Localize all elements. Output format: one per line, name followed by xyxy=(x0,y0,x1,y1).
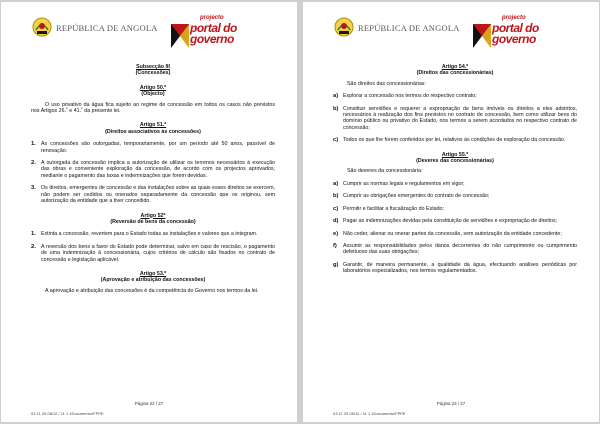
flag-icon xyxy=(473,24,491,48)
list-item: f) Assumir as responsabilidades pelos danos decorrentes do não cumprimento ou cumprimento defeituoso das suas obrigações; xyxy=(333,242,577,256)
article-51-title: Artigo 51.º xyxy=(139,122,167,129)
article-53-title: Artigo 53.º xyxy=(139,270,167,277)
article-51-subtitle: (Direitos associativos às concessões) xyxy=(105,128,201,135)
article-54-title: Artigo 54.º xyxy=(441,64,469,70)
document-page-left xyxy=(1,2,297,422)
list-item: b) Constituir servidões e requerer a expropriação de bens imóveis ou direitos a eles adstritos, necessários à realização dos fins previstos no contrato de concessão, bem como utilizar bens do domínio público ou privativo do Estado, nos termos a serem acordados no respectivo contrato de concessão; xyxy=(333,105,577,131)
page-number: Página 22 / 27 xyxy=(134,401,164,406)
list-item: c) Permitir e facilitar a fiscalização do Estado; xyxy=(333,205,444,212)
list-item: b) Cumprir as obrigações emergentes do contrato de concessão; xyxy=(333,193,490,200)
subsection-title: Subsecção III xyxy=(136,64,170,70)
article-52-title: Artigo 52º xyxy=(140,212,166,219)
article-54-subtitle: (Direitos das concessionárias) xyxy=(416,70,494,77)
flag-icon xyxy=(171,24,189,48)
logo-text-line1: portal do xyxy=(492,21,539,35)
angola-emblem-icon xyxy=(31,16,53,38)
republic-title: REPÚBLICA DE ANGOLA xyxy=(358,23,460,33)
page-header xyxy=(31,16,275,50)
page-number: Página 23 / 27 xyxy=(436,401,466,406)
page-content xyxy=(31,64,275,294)
list-item: 2. A reversão dos bens a favor do Estado pode determinar, salvo em caso de rescisão, o pagamento de uma indemnização à concessionária, cujos critérios de cálculo são fixados no contrato de concessão e legislação aplicável. xyxy=(31,243,275,263)
article-50-subtitle: (Objecto) xyxy=(141,91,165,98)
list-item: 1. Extinta a concessão, revertem para o Estado todas as instalações e valores que a integram. xyxy=(31,231,258,238)
article-55-subtitle: (Deveres das concessionárias) xyxy=(416,158,494,165)
document-page-right xyxy=(303,2,599,422)
logo-text-small: projecto xyxy=(502,15,526,21)
logo-text-line2: governo xyxy=(190,32,234,46)
logo-text-small: projecto xyxy=(200,15,224,21)
logo-text-line2: governo xyxy=(492,32,536,46)
article-52-subtitle: (Reversão de bens da concessão) xyxy=(110,218,196,225)
page-header xyxy=(333,16,577,50)
angola-emblem-icon xyxy=(333,16,355,38)
article-53-subtitle: (Aprovação e atribuição das concessões) xyxy=(100,277,206,284)
list-item: e) Não ceder, alienar ou onerar partes da concessão, sem autorização da entidade concedente; xyxy=(333,230,562,237)
list-item: 3. Os direitos, emergentes de concessão e das instalações sobre as quais esses direitos se exercem, não podem ser cedidos ou onerados separadamente da concessão que os originou, sem autorização da entidade que a tiver concedido. xyxy=(31,185,275,205)
page-content xyxy=(333,64,577,275)
list-item: d) Pagar as indemnizações devidas pela constituição de servidões e expropriação de direitos; xyxy=(333,218,558,225)
list-item: c) Todos os que lhe forem conferidos por lei, relativos às condições de exploração da concessão. xyxy=(333,137,566,144)
article-54-intro: São direitos das concessionárias: xyxy=(347,80,426,87)
logo-text-line1: portal do xyxy=(190,21,237,35)
article-50-text: O uso privativo da água fica sujeito ao regime de concessão em todos os casos não previstos nos Artigos 26.˚ e 41.˚ da presente lei. xyxy=(31,101,275,115)
subsection-subtitle: (Concessões) xyxy=(135,70,171,77)
article-55-title: Artigo 55.º xyxy=(441,151,469,158)
document-path: 03 11 20 08/12 / 11 1 1Documento\FPPE xyxy=(333,411,406,416)
list-item: a) Explorar a concessão nos termos do respectivo contrato; xyxy=(333,93,477,100)
document-path: 03 11 20 08/12 / 11 1 1Documento\FPPE xyxy=(31,411,104,416)
portal-do-governo-logo xyxy=(171,16,249,50)
list-item: 2. A outorgada da concessão implica a autorização de utilizar os terrenos necessários à execução das obras e conveniente exploração da concessão, de acordo com os projectos aprovados, mediante o pagamento das taxas e indemnizações que forem devidas. xyxy=(31,160,275,179)
list-item: a) Cumprir as normas legais e regulamentos em vigor; xyxy=(333,180,465,187)
list-item: 1. As concessões são outorgadas, temporariamente, por um período até 50 anos, passível de renovação. xyxy=(31,141,275,154)
article-53-text: A aprovação e atribuição das concessões é da competência do Governo nos termos da lei. xyxy=(45,287,259,294)
article-55-intro: São deveres da concessionária: xyxy=(347,168,423,175)
portal-do-governo-logo xyxy=(473,16,551,50)
article-50-title: Artigo 50.º xyxy=(139,84,167,91)
republic-title: REPÚBLICA DE ANGOLA xyxy=(56,23,158,33)
list-item: g) Garantir, de maneira permanente, a qualidade da água, efectuando análises periódicas por laboratórios especializados, nos termos regulamentados. xyxy=(333,261,577,275)
